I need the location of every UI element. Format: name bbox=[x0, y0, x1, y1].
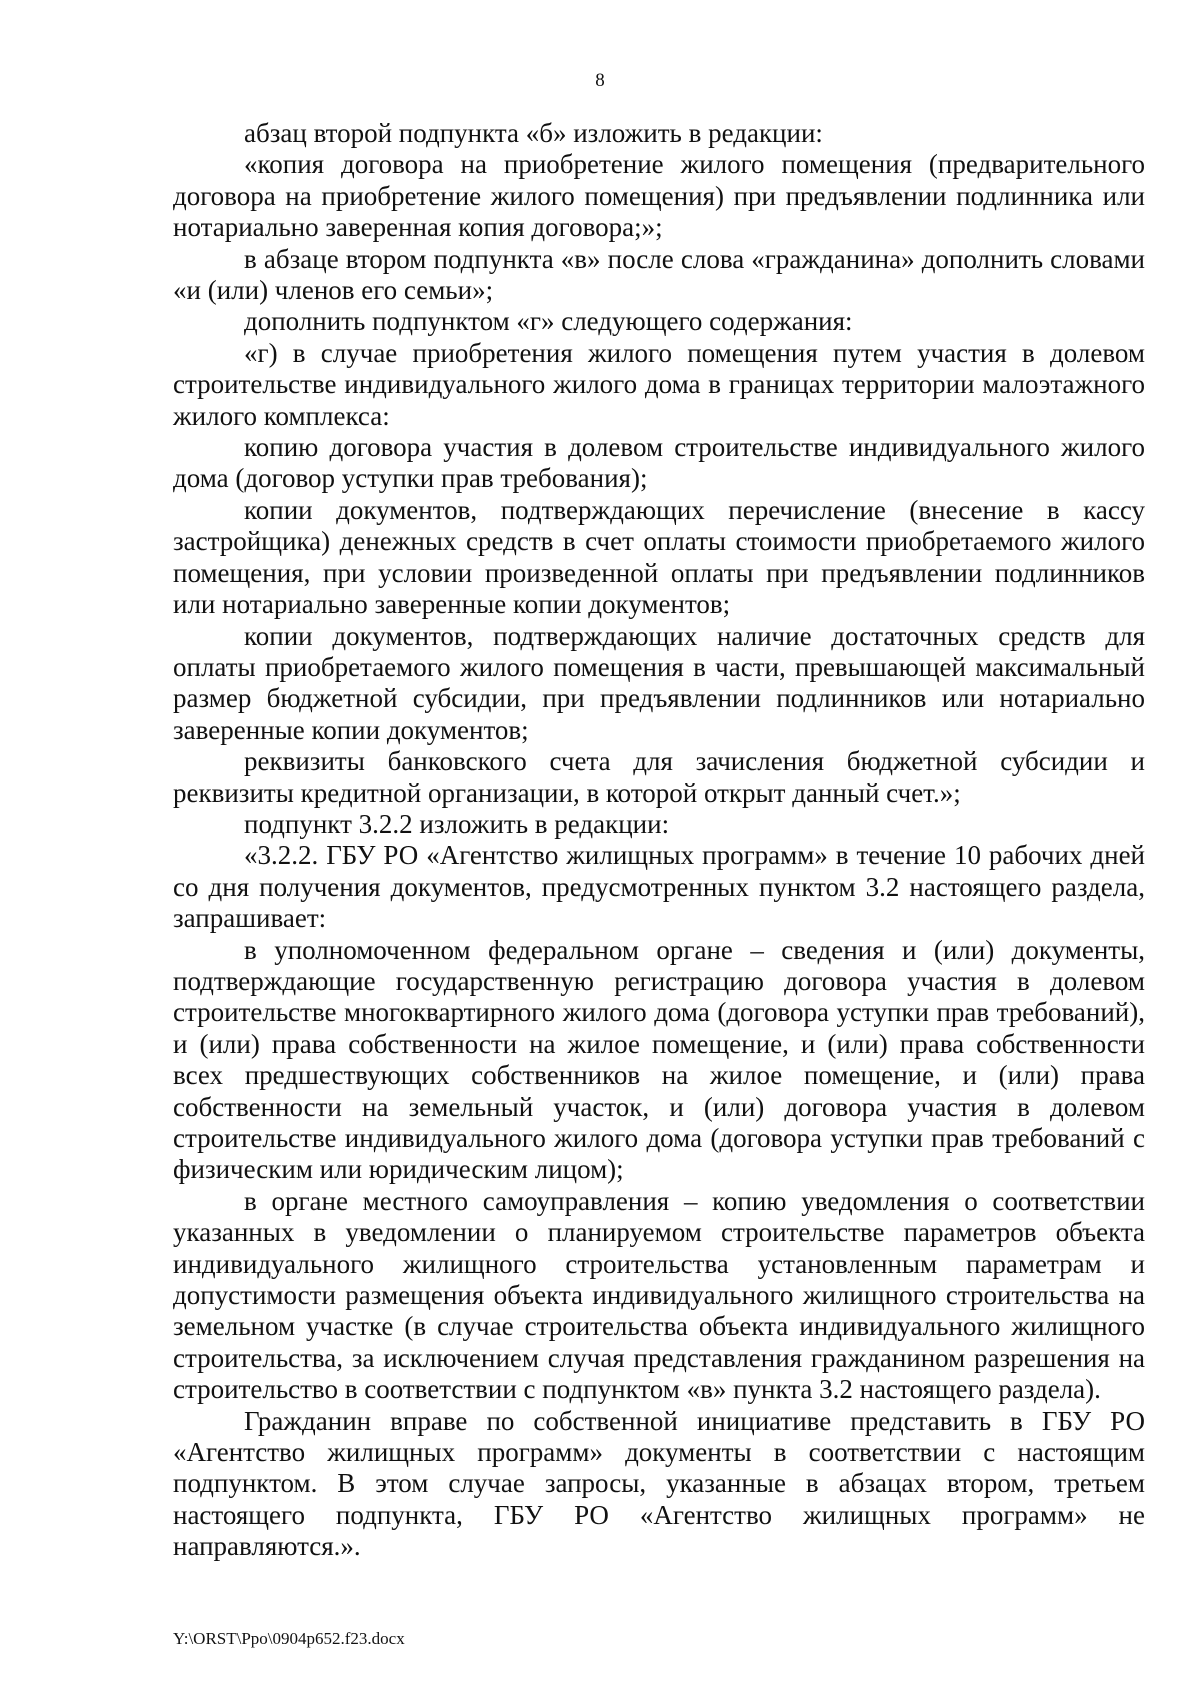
paragraph: копии документов, подтверждающих наличие достаточных средств для оплаты приобретаемого жилого помещения в части, превышающей максимальный размер бюджетной субсидии, при предъявлении подлинников или нотариально заверенные копии документов; bbox=[173, 620, 1145, 745]
paragraph: реквизиты банковского счета для зачисления бюджетной субсидии и реквизиты кредитной организации, в которой открыт данный счет.»; bbox=[173, 746, 1145, 808]
document-body bbox=[173, 118, 1145, 1563]
paragraph: дополнить подпунктом «г» следующего содержания: bbox=[244, 306, 853, 337]
paragraph: копии документов, подтверждающих перечисление (внесение в кассу застройщика) денежных средств в счет оплаты стоимости приобретаемого жилого помещения, при условии произведенной оплаты при предъявлении подлинников или нотариально заверенные копии документов; bbox=[173, 494, 1145, 620]
paragraph: в органе местного самоуправления – копию уведомления о соответствии указанных в уведомлении о планируемом строительстве параметров объекта индивидуального жилищного строительства установленным параметрам и допустимости размещения объекта индивидуального жилищного строительства на земельном участке (в случае строительства объекта индивидуального жилищного строительства, за исключением случая представления гражданином разрешения на строительство в соответствии с подпунктом «в» пункта 3.2 настоящего раздела). bbox=[173, 1185, 1145, 1405]
paragraph: подпункт 3.2.2 изложить в редакции: bbox=[244, 808, 670, 839]
paragraph: «г) в случае приобретения жилого помещения путем участия в долевом строительстве индивидуального жилого дома в границах территории малоэтажного жилого комплекса: bbox=[173, 337, 1145, 431]
paragraph: Гражданин вправе по собственной инициативе представить в ГБУ РО «Агентство жилищных программ» документы в соответствии с настоящим подпунктом. В этом случае запросы, указанные в абзацах втором, третьем настоящего подпункта, ГБУ РО «Агентство жилищных программ» не направляются.». bbox=[173, 1405, 1145, 1562]
paragraph: абзац второй подпункта «б» изложить в редакции: bbox=[244, 118, 823, 148]
paragraph: в уполномоченном федеральном органе – сведения и (или) документы, подтверждающие государственную регистрацию договора участия в долевом строительстве многоквартирного жилого дома (договора уступки прав требований), и (или) права собственности на жилое помещение, и (или) права собственности всех предшествующих собственников на жилое помещение, и (или) права собственности на земельный участок, и (или) договора участия в долевом строительстве индивидуального жилого дома (договора уступки прав требований с физическим или юридическим лицом); bbox=[173, 934, 1145, 1185]
paragraph: копию договора участия в долевом строительстве индивидуального жилого дома (договор уступки прав требования); bbox=[173, 432, 1145, 494]
paragraph: «3.2.2. ГБУ РО «Агентство жилищных программ» в течение 10 рабочих дней со дня получения документов, предусмотренных пунктом 3.2 настоящего раздела, запрашивает: bbox=[173, 840, 1145, 934]
paragraph: в абзаце втором подпункта «в» после слова «гражданина» дополнить словами «и (или) членов его семьи»; bbox=[173, 243, 1145, 306]
footer-file-path: Y:\ORST\Ppo\0904p652.f23.docx bbox=[173, 1629, 405, 1648]
page-number: 8 bbox=[595, 70, 605, 91]
paragraph: «копия договора на приобретение жилого помещения (предварительного договора на приобретение жилого помещения) при предъявлении подлинника или нотариально заверенная копия договора;»; bbox=[173, 149, 1145, 243]
